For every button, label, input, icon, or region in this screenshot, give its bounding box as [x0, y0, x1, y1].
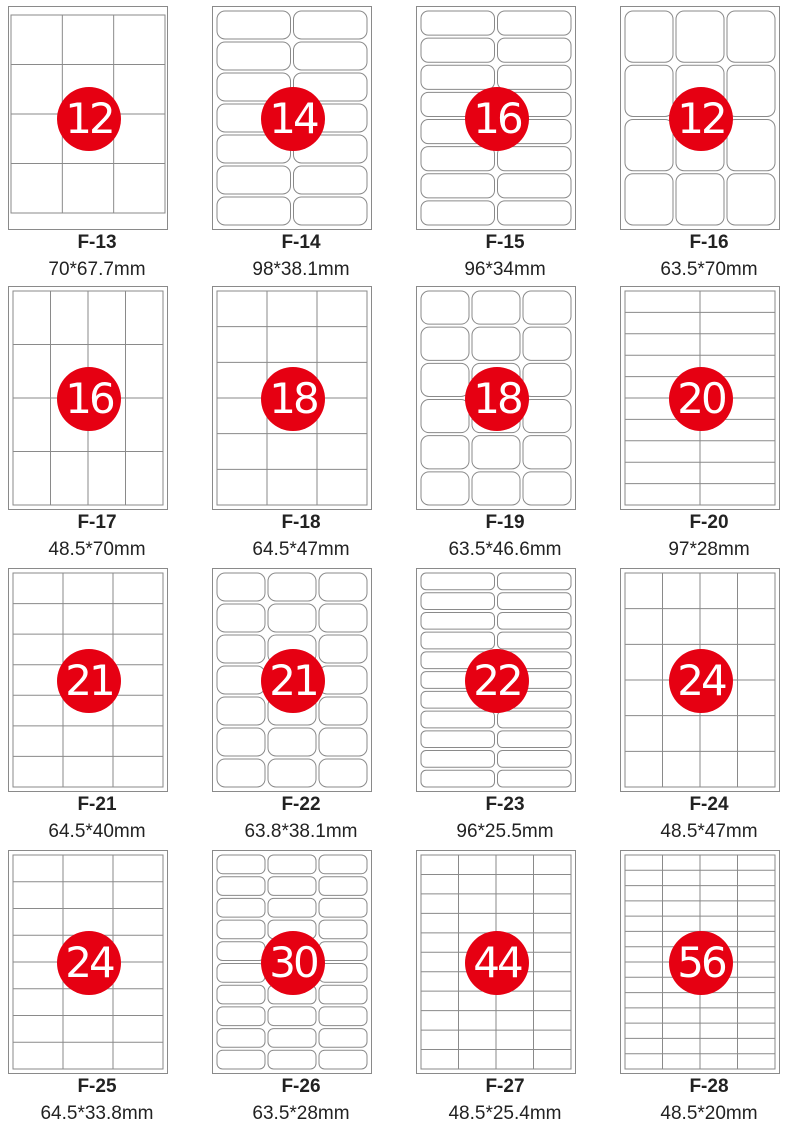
label-cell	[217, 920, 265, 939]
label-count-badge: 22	[465, 649, 529, 713]
template-label-size: 96*25.5mm	[456, 821, 554, 842]
label-cell	[319, 855, 367, 874]
template-code: F-15	[485, 232, 525, 253]
template-label-size: 97*28mm	[668, 539, 750, 560]
label-cell	[727, 174, 775, 225]
label-cell	[319, 964, 367, 983]
template-card	[8, 6, 206, 286]
label-cell	[676, 174, 724, 225]
label-cell	[268, 573, 316, 601]
label-cell	[294, 42, 368, 70]
template-card	[416, 568, 614, 848]
template-code: F-26	[281, 1076, 321, 1097]
template-code: F-28	[689, 1076, 729, 1097]
label-cell	[268, 1050, 316, 1069]
label-cell	[421, 731, 495, 748]
label-cell	[268, 604, 316, 632]
label-cell	[217, 898, 265, 917]
template-card	[416, 850, 614, 1130]
template-code: F-16	[689, 232, 729, 253]
label-cell	[268, 759, 316, 787]
template-code: F-27	[485, 1076, 525, 1097]
label-sheet-preview	[620, 568, 780, 792]
label-cell	[268, 1029, 316, 1048]
label-sheet-preview	[416, 286, 576, 510]
label-cell	[294, 11, 368, 39]
template-card	[8, 286, 206, 566]
label-cell	[421, 363, 469, 396]
template-card	[212, 6, 410, 286]
label-count-badge: 20	[669, 367, 733, 431]
template-code: F-17	[77, 512, 117, 533]
label-cell	[421, 327, 469, 360]
label-count-badge: 18	[261, 367, 325, 431]
template-label-size: 63.5*28mm	[252, 1103, 350, 1124]
label-count-badge: 44	[465, 931, 529, 995]
label-cell	[421, 174, 495, 198]
label-cell	[498, 147, 572, 171]
template-code: F-18	[281, 512, 321, 533]
label-cell	[421, 612, 495, 629]
label-cell	[319, 1029, 367, 1048]
label-count-badge: 56	[669, 931, 733, 995]
template-card	[416, 6, 614, 286]
label-cell	[268, 855, 316, 874]
label-cell	[472, 327, 520, 360]
template-code: F-20	[689, 512, 729, 533]
template-card	[620, 286, 790, 566]
template-card	[212, 568, 410, 848]
label-cell	[421, 400, 469, 433]
label-cell	[523, 436, 571, 469]
label-cell	[217, 985, 265, 1004]
label-cell	[319, 898, 367, 917]
label-cell	[268, 1007, 316, 1026]
label-cell	[319, 1007, 367, 1026]
label-cell	[421, 593, 495, 610]
label-cell	[319, 728, 367, 756]
template-label-size: 48.5*25.4mm	[448, 1103, 562, 1124]
label-count-badge: 16	[57, 367, 121, 431]
label-cell	[625, 11, 673, 62]
label-cell	[421, 632, 495, 649]
label-cell	[217, 1007, 265, 1026]
label-cell	[727, 120, 775, 171]
label-cell	[421, 770, 495, 787]
label-cell	[421, 711, 495, 728]
label-cell	[727, 65, 775, 116]
label-cell	[217, 197, 291, 225]
label-cell	[498, 201, 572, 225]
label-sheet-preview	[620, 850, 780, 1074]
label-cell	[217, 604, 265, 632]
label-cell	[625, 65, 673, 116]
template-label-size: 48.5*70mm	[48, 539, 146, 560]
template-code: F-22	[281, 794, 321, 815]
label-cell	[217, 11, 291, 39]
template-label-size: 98*38.1mm	[252, 259, 350, 280]
label-cell	[472, 472, 520, 505]
label-cell	[217, 1029, 265, 1048]
template-label-size: 96*34mm	[464, 259, 546, 280]
label-cell	[421, 472, 469, 505]
label-cell	[625, 120, 673, 171]
label-cell	[217, 666, 265, 694]
label-cell	[421, 201, 495, 225]
label-sheet-preview	[212, 568, 372, 792]
label-sheet-preview	[212, 6, 372, 230]
template-card	[620, 6, 790, 286]
label-cell	[268, 898, 316, 917]
label-cell	[319, 573, 367, 601]
label-cell	[498, 731, 572, 748]
label-cell	[217, 166, 291, 194]
template-label-size: 63.5*46.6mm	[448, 539, 562, 560]
label-cell	[319, 635, 367, 663]
label-cell	[498, 11, 572, 35]
label-cell	[217, 877, 265, 896]
template-label-size: 64.5*40mm	[48, 821, 146, 842]
label-cell	[498, 174, 572, 198]
template-card	[620, 850, 790, 1130]
label-cell	[319, 697, 367, 725]
label-count-badge: 21	[57, 649, 121, 713]
label-sheet-preview	[620, 286, 780, 510]
template-card	[8, 850, 206, 1130]
label-cell	[676, 11, 724, 62]
label-cell	[498, 711, 572, 728]
label-sheet-preview	[416, 6, 576, 230]
template-code: F-25	[77, 1076, 117, 1097]
template-code: F-23	[485, 794, 525, 815]
label-count-badge: 16	[465, 87, 529, 151]
label-cell	[319, 604, 367, 632]
label-cell	[268, 877, 316, 896]
template-card	[212, 850, 410, 1130]
label-cell	[498, 632, 572, 649]
template-code: F-24	[689, 794, 729, 815]
label-cell	[319, 759, 367, 787]
label-cell	[421, 147, 495, 171]
label-cell	[727, 11, 775, 62]
template-code: F-14	[281, 232, 321, 253]
label-sheet-preview	[8, 6, 168, 230]
template-label-size: 63.5*70mm	[660, 259, 758, 280]
template-label-size: 63.8*38.1mm	[244, 821, 358, 842]
template-card	[8, 568, 206, 848]
template-label-size: 64.5*47mm	[252, 539, 350, 560]
label-cell	[421, 436, 469, 469]
template-card	[212, 286, 410, 566]
label-sheet-preview	[212, 286, 372, 510]
label-cell	[319, 942, 367, 961]
label-cell	[421, 11, 495, 35]
label-cell	[217, 697, 265, 725]
label-cell	[319, 877, 367, 896]
label-sheet-preview	[8, 850, 168, 1074]
label-count-badge: 12	[669, 87, 733, 151]
label-count-badge: 12	[57, 87, 121, 151]
label-cell	[421, 751, 495, 768]
label-cell	[217, 964, 265, 983]
label-cell	[523, 291, 571, 324]
label-count-badge: 18	[465, 367, 529, 431]
label-cell	[319, 666, 367, 694]
template-code: F-19	[485, 512, 525, 533]
label-cell	[498, 38, 572, 62]
template-label-size: 70*67.7mm	[48, 259, 146, 280]
template-code: F-21	[77, 794, 117, 815]
label-cell	[319, 920, 367, 939]
label-cell	[217, 728, 265, 756]
label-cell	[217, 942, 265, 961]
label-cell	[421, 573, 495, 590]
template-card	[416, 286, 614, 566]
label-sheet-preview	[8, 568, 168, 792]
label-cell	[421, 65, 495, 89]
label-sheet-preview	[416, 850, 576, 1074]
label-cell	[421, 38, 495, 62]
label-cell	[523, 363, 571, 396]
label-cell	[498, 770, 572, 787]
label-cell	[294, 197, 368, 225]
label-cell	[472, 436, 520, 469]
label-count-badge: 14	[261, 87, 325, 151]
label-cell	[217, 759, 265, 787]
label-cell	[294, 166, 368, 194]
label-cell	[268, 728, 316, 756]
label-cell	[523, 400, 571, 433]
label-cell	[498, 751, 572, 768]
label-cell	[217, 42, 291, 70]
label-cell	[625, 174, 673, 225]
template-code: F-13	[77, 232, 117, 253]
label-cell	[498, 612, 572, 629]
label-count-badge: 24	[57, 931, 121, 995]
template-label-size: 48.5*20mm	[660, 1103, 758, 1124]
label-cell	[217, 635, 265, 663]
label-cell	[498, 573, 572, 590]
label-cell	[217, 1050, 265, 1069]
label-cell	[498, 593, 572, 610]
label-cell	[217, 855, 265, 874]
label-sheet-preview	[8, 286, 168, 510]
label-cell	[498, 65, 572, 89]
label-sheet-preview	[620, 6, 780, 230]
label-cell	[523, 327, 571, 360]
template-label-size: 64.5*33.8mm	[40, 1103, 154, 1124]
label-count-badge: 24	[669, 649, 733, 713]
label-sheet-preview	[212, 850, 372, 1074]
label-count-badge: 21	[261, 649, 325, 713]
template-label-size: 48.5*47mm	[660, 821, 758, 842]
label-cell	[421, 291, 469, 324]
template-card	[620, 568, 790, 848]
label-cell	[319, 1050, 367, 1069]
label-cell	[319, 985, 367, 1004]
label-count-badge: 30	[261, 931, 325, 995]
label-cell	[472, 291, 520, 324]
label-sheet-preview	[416, 568, 576, 792]
label-cell	[217, 573, 265, 601]
label-cell	[523, 472, 571, 505]
